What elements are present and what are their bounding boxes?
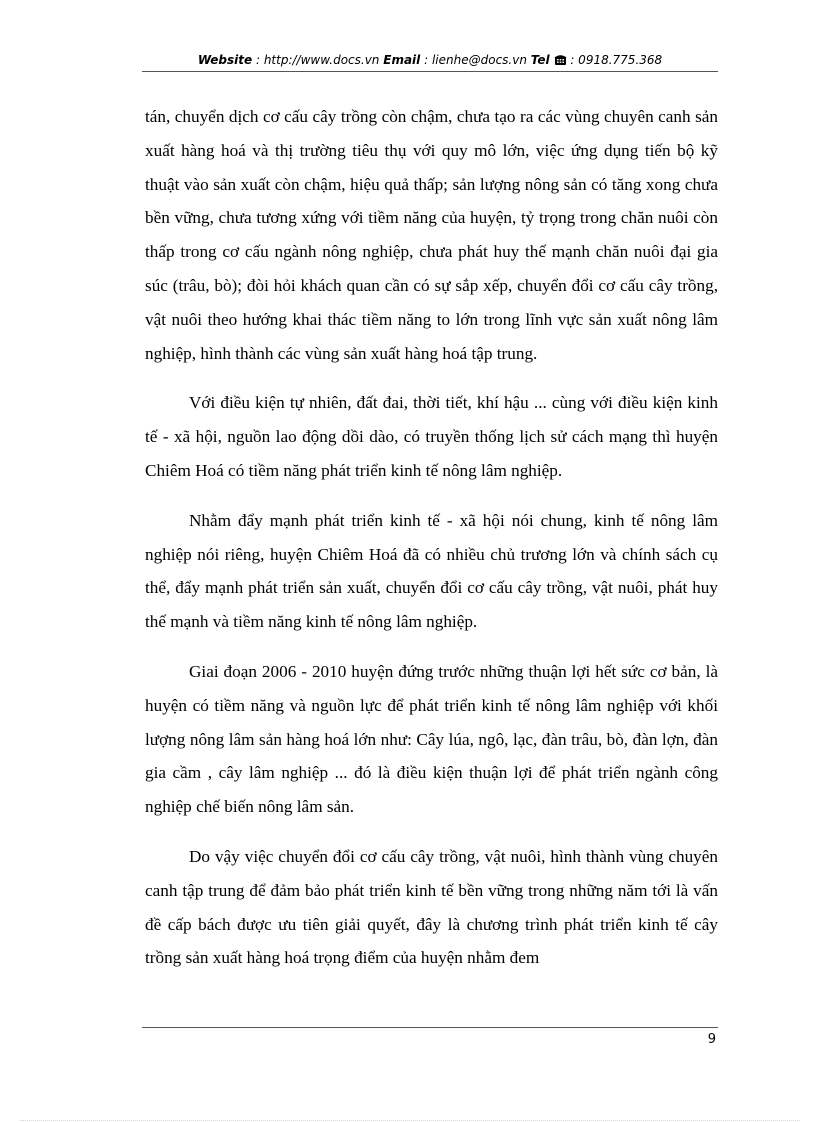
email-label: Email [383, 53, 421, 67]
tel-label: Tel [530, 53, 550, 67]
document-body [145, 100, 718, 991]
footer-divider [142, 1027, 718, 1028]
page-number: 9 [707, 1032, 716, 1047]
paragraph: Do vậy việc chuyển đổi cơ cấu cây trồng, vật nuôi, hình thành vùng chuyên canh tập trung để đảm bảo phát triển kinh tế bền vững trong những năm tới là vấn đề cấp bách được ưu tiên giải quyết, đây là chương trình phát triển kinh tế cây trồng sản xuất hàng hoá trọng điểm của huyện nhằm đem [145, 846, 718, 968]
header-divider [142, 71, 718, 72]
paragraph: Với điều kiện tự nhiên, đất đai, thời tiết, khí hậu ... cùng với điều kiện kinh tế - xã hội, nguồn lao động dồi dào, có truyền thống lịch sử cách mạng thì huyện Chiêm Hoá có tiềm năng phát triển kinh tế nông lâm nghiệp. [145, 393, 718, 480]
paragraph-continuation: tán, chuyển dịch cơ cấu cây trồng còn chậm, chưa tạo ra các vùng chuyên canh sản xuất hàng hoá và thị trường tiêu thụ với quy mô lớn, việc ứng dụng tiến bộ kỹ thuật vào sản xuất còn chậm, hiệu quả thấp; sản lượng nông sản có tăng xong chưa bền vững, chưa tương xứng với tiềm năng của huyện, tỷ trọng trong chăn nuôi còn thấp trong cơ cấu ngành nông nghiệp, chưa phát huy thế mạnh chăn nuôi đại gia súc (trâu, bò); đòi hỏi khách quan cần có sự sắp xếp, chuyển đổi cơ cấu cây trồng, vật nuôi theo hướng khai thác tiềm năng to lớn trong lĩnh vực sản xuất nông lâm nghiệp, hình thành các vùng sản xuất hàng hoá tập trung. [145, 107, 718, 363]
email-value: : lienhe@docs.vn [424, 53, 527, 67]
page-edge [20, 1120, 800, 1121]
phone-icon [554, 53, 567, 71]
website-label: Website [197, 53, 253, 67]
tel-value: : 0918.775.368 [570, 53, 663, 67]
paragraph: Giai đoạn 2006 - 2010 huyện đứng trước những thuận lợi hết sức cơ bản, là huyện có tiềm năng và nguồn lực để phát triển kinh tế nông lâm nghiệp với khối lượng nông lâm sản hàng hoá lớn như: Cây lúa, ngô, lạc, đàn trâu, bò, đàn lợn, đàn gia cầm , cây lâm nghiệp ... đó là điều kiện thuận lợi để phát triển ngành công nghiệp chế biến nông lâm sản. [145, 661, 718, 817]
page-header [142, 51, 718, 71]
website-value: : http://www.docs.vn [255, 53, 380, 67]
paragraph: Nhằm đẩy mạnh phát triển kinh tế - xã hội nói chung, kinh tế nông lâm nghiệp nói riêng, huyện Chiêm Hoá đã có nhiều chủ trương lớn và chính sách cụ thể, đẩy mạnh phát triển sản xuất, chuyển đổi cơ cấu cây trồng, vật nuôi, phát huy thế mạnh và tiềm năng kinh tế nông lâm nghiệp. [145, 510, 718, 632]
